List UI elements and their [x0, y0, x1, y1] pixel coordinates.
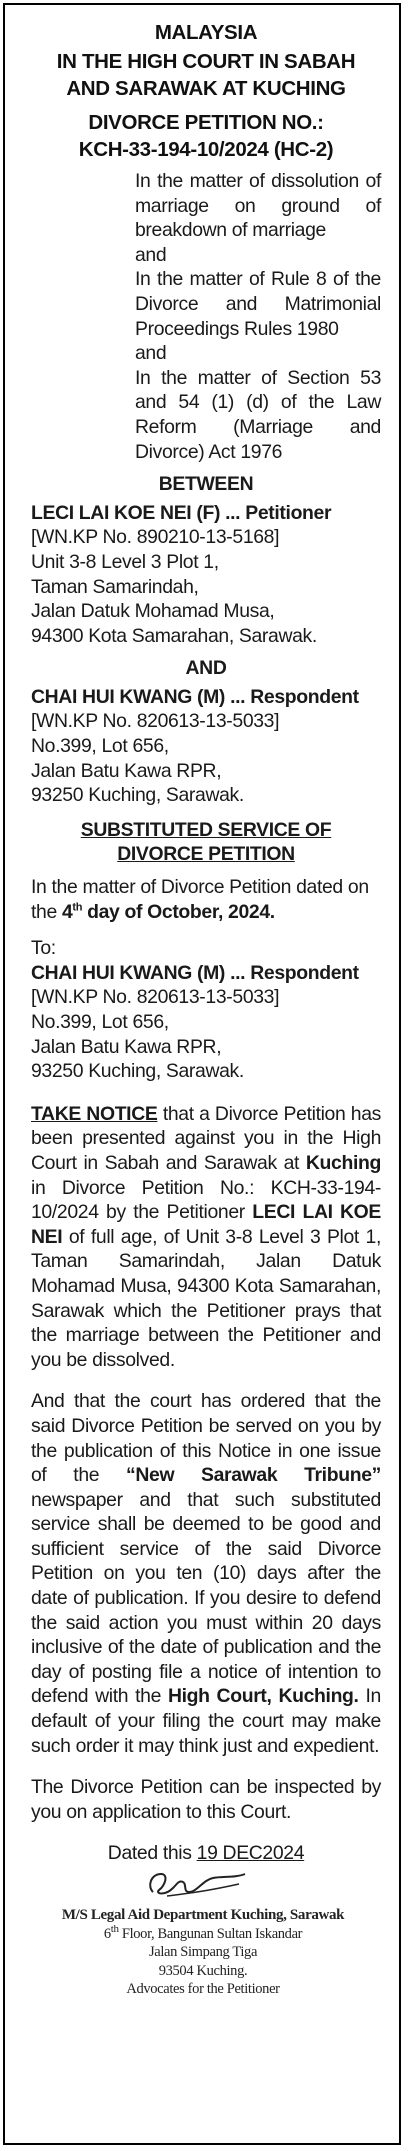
between-label: BETWEEN [158, 473, 254, 496]
inspect-paragraph: The Divorce Petition can be inspected by you on application to this Court. [31, 1776, 381, 1823]
header-court-line2: AND SARAWAK AT KUCHING [66, 77, 346, 100]
signature [31, 1866, 381, 1906]
order-text-3: In default of your filing the court may make such order it may think just and expedient. [31, 1685, 381, 1757]
dated-sup: th [72, 901, 83, 914]
legal-notice [3, 3, 401, 2145]
dated-this-date: 19 DEC2024 [196, 1842, 305, 1865]
dated-paragraph [31, 875, 381, 924]
firm-street: Jalan Simpang Tiga [148, 1944, 258, 1960]
header-petition-line1: DIVORCE PETITION NO.: [88, 111, 324, 134]
petitioner-address-4: 94300 Kota Samarahan, Sarawak. [31, 624, 317, 647]
service-title-line2: DIVORCE PETITION [117, 843, 295, 866]
order-court: High Court, Kuching. [167, 1685, 359, 1708]
to-address-1: No.399, Lot 656, [31, 1011, 169, 1033]
firm-name: M/S Legal Aid Department Kuching, Sarawak [61, 1907, 345, 1923]
petitioner-address-1: Unit 3-8 Level 3 Plot 1, [31, 550, 219, 573]
to-address-3: 93250 Kuching, Sarawak. [31, 1060, 244, 1083]
and-label: AND [185, 657, 227, 680]
firm-floor-rest: Floor, Bangunan Sultan Iskandar [118, 1925, 303, 1942]
service-title-line1: SUBSTITUTED SERVICE OF [80, 818, 332, 841]
matter-and-2: and [135, 342, 167, 365]
respondent-id: [WN.KP No. 820613-13-5033] [31, 710, 280, 733]
header-court-line1: IN THE HIGH COURT IN SABAH [56, 50, 356, 73]
respondent-address-2: Jalan Batu Kawa RPR, [31, 759, 222, 782]
matter-1: In the matter of dissolution of marriage on ground of breakdown of marriage [135, 170, 381, 242]
to-label: To: [31, 937, 56, 960]
order-paragraph [31, 1389, 381, 1758]
take-notice-text-3: of full age, of Unit 3-8 Level 3 Plot 1, Taman Samarindah, Jalan Datuk Mohamad Musa, 94300 Kota Samarahan, Sarawak which the Petitioner prays that the marriage between the Petitioner and you be dissolved. [31, 1225, 381, 1371]
to-id: [WN.KP No. 820613-13-5033] [31, 986, 280, 1009]
order-text-2: newspaper and that such substituted service shall be deemed to be good and sufficient service of the said Divorce Petition on you ten (10) days after the date of publication. If you desire to defend the said action you must within 20 days inclusive of the date of publication and the day of posting file a notice of intention to defend with the [31, 1488, 381, 1708]
header-petition-line2: KCH-33-194-10/2024 (HC-2) [78, 138, 334, 161]
matter-2: In the matter of Rule 8 of the Divorce and Matrimonial Proceedings Rules 1980 [135, 268, 381, 340]
petitioner-address-3: Jalan Datuk Mohamad Musa, [31, 600, 275, 623]
dated-day: 4 [61, 900, 73, 923]
order-newspaper: “New Sarawak Tribune” [126, 1464, 381, 1487]
firm-floor [25, 1922, 381, 1944]
take-notice-text-2: in Divorce Petition No.: KCH-33-194-10/2024 by the Petitioner [31, 1176, 381, 1224]
header-country: MALAYSIA [154, 21, 258, 44]
take-notice-paragraph [31, 1102, 381, 1373]
respondent-address-3: 93250 Kuching, Sarawak. [31, 784, 244, 807]
take-notice-text-1: that a Divorce Petition has been presented against you in the High Court in Sabah and Sarawak at [31, 1102, 382, 1174]
dated-this-label: Dated this [107, 1842, 197, 1865]
firm-role: Advocates for the Petitioner [126, 1981, 280, 1997]
firm-block [25, 1906, 381, 1999]
take-notice-petitioner: LECI LAI KOE NEI [31, 1201, 381, 1248]
respondent-address-1: No.399, Lot 656, [31, 735, 169, 758]
petitioner-line [31, 501, 381, 526]
signature-mark [143, 1866, 253, 1906]
matter-and-1: and [135, 243, 167, 266]
petitioner-id: [WN.KP No. 890210-13-5168] [31, 526, 280, 549]
petitioner-role: ... Petitioner [225, 501, 332, 524]
respondent-name: CHAI HUI KWANG (M) [31, 685, 226, 708]
take-notice-lead: TAKE NOTICE [31, 1102, 158, 1125]
firm-floor-num: 6 [103, 1925, 111, 1942]
take-notice-kuching: Kuching [305, 1151, 381, 1174]
firm-postcode: 93504 Kuching. [158, 1962, 248, 1979]
to-name: CHAI HUI KWANG (M) ... Respondent [31, 961, 359, 984]
petitioner-address-2: Taman Samarindah, [31, 575, 199, 598]
respondent-line [31, 685, 381, 710]
matter-3: In the matter of Section 53 and 54 (1) (d) of the Law Reform (Marriage and Divorce) Act 1976 [135, 366, 381, 463]
dated-rest: day of October, 2024. [82, 900, 275, 923]
to-address-2: Jalan Batu Kawa RPR, [31, 1035, 222, 1058]
order-text-1: And that the court has ordered that the said Divorce Petition be served on you by the publication of this Notice in one issue of the [31, 1390, 381, 1487]
petitioner-name: LECI LAI KOE NEI (F) [31, 501, 221, 524]
dated-this-line [31, 1841, 381, 1866]
respondent-role: ... Respondent [230, 685, 359, 708]
firm-floor-sup: th [110, 1922, 119, 1935]
dated-intro: In the matter of Divorce Petition dated on the [31, 876, 369, 923]
